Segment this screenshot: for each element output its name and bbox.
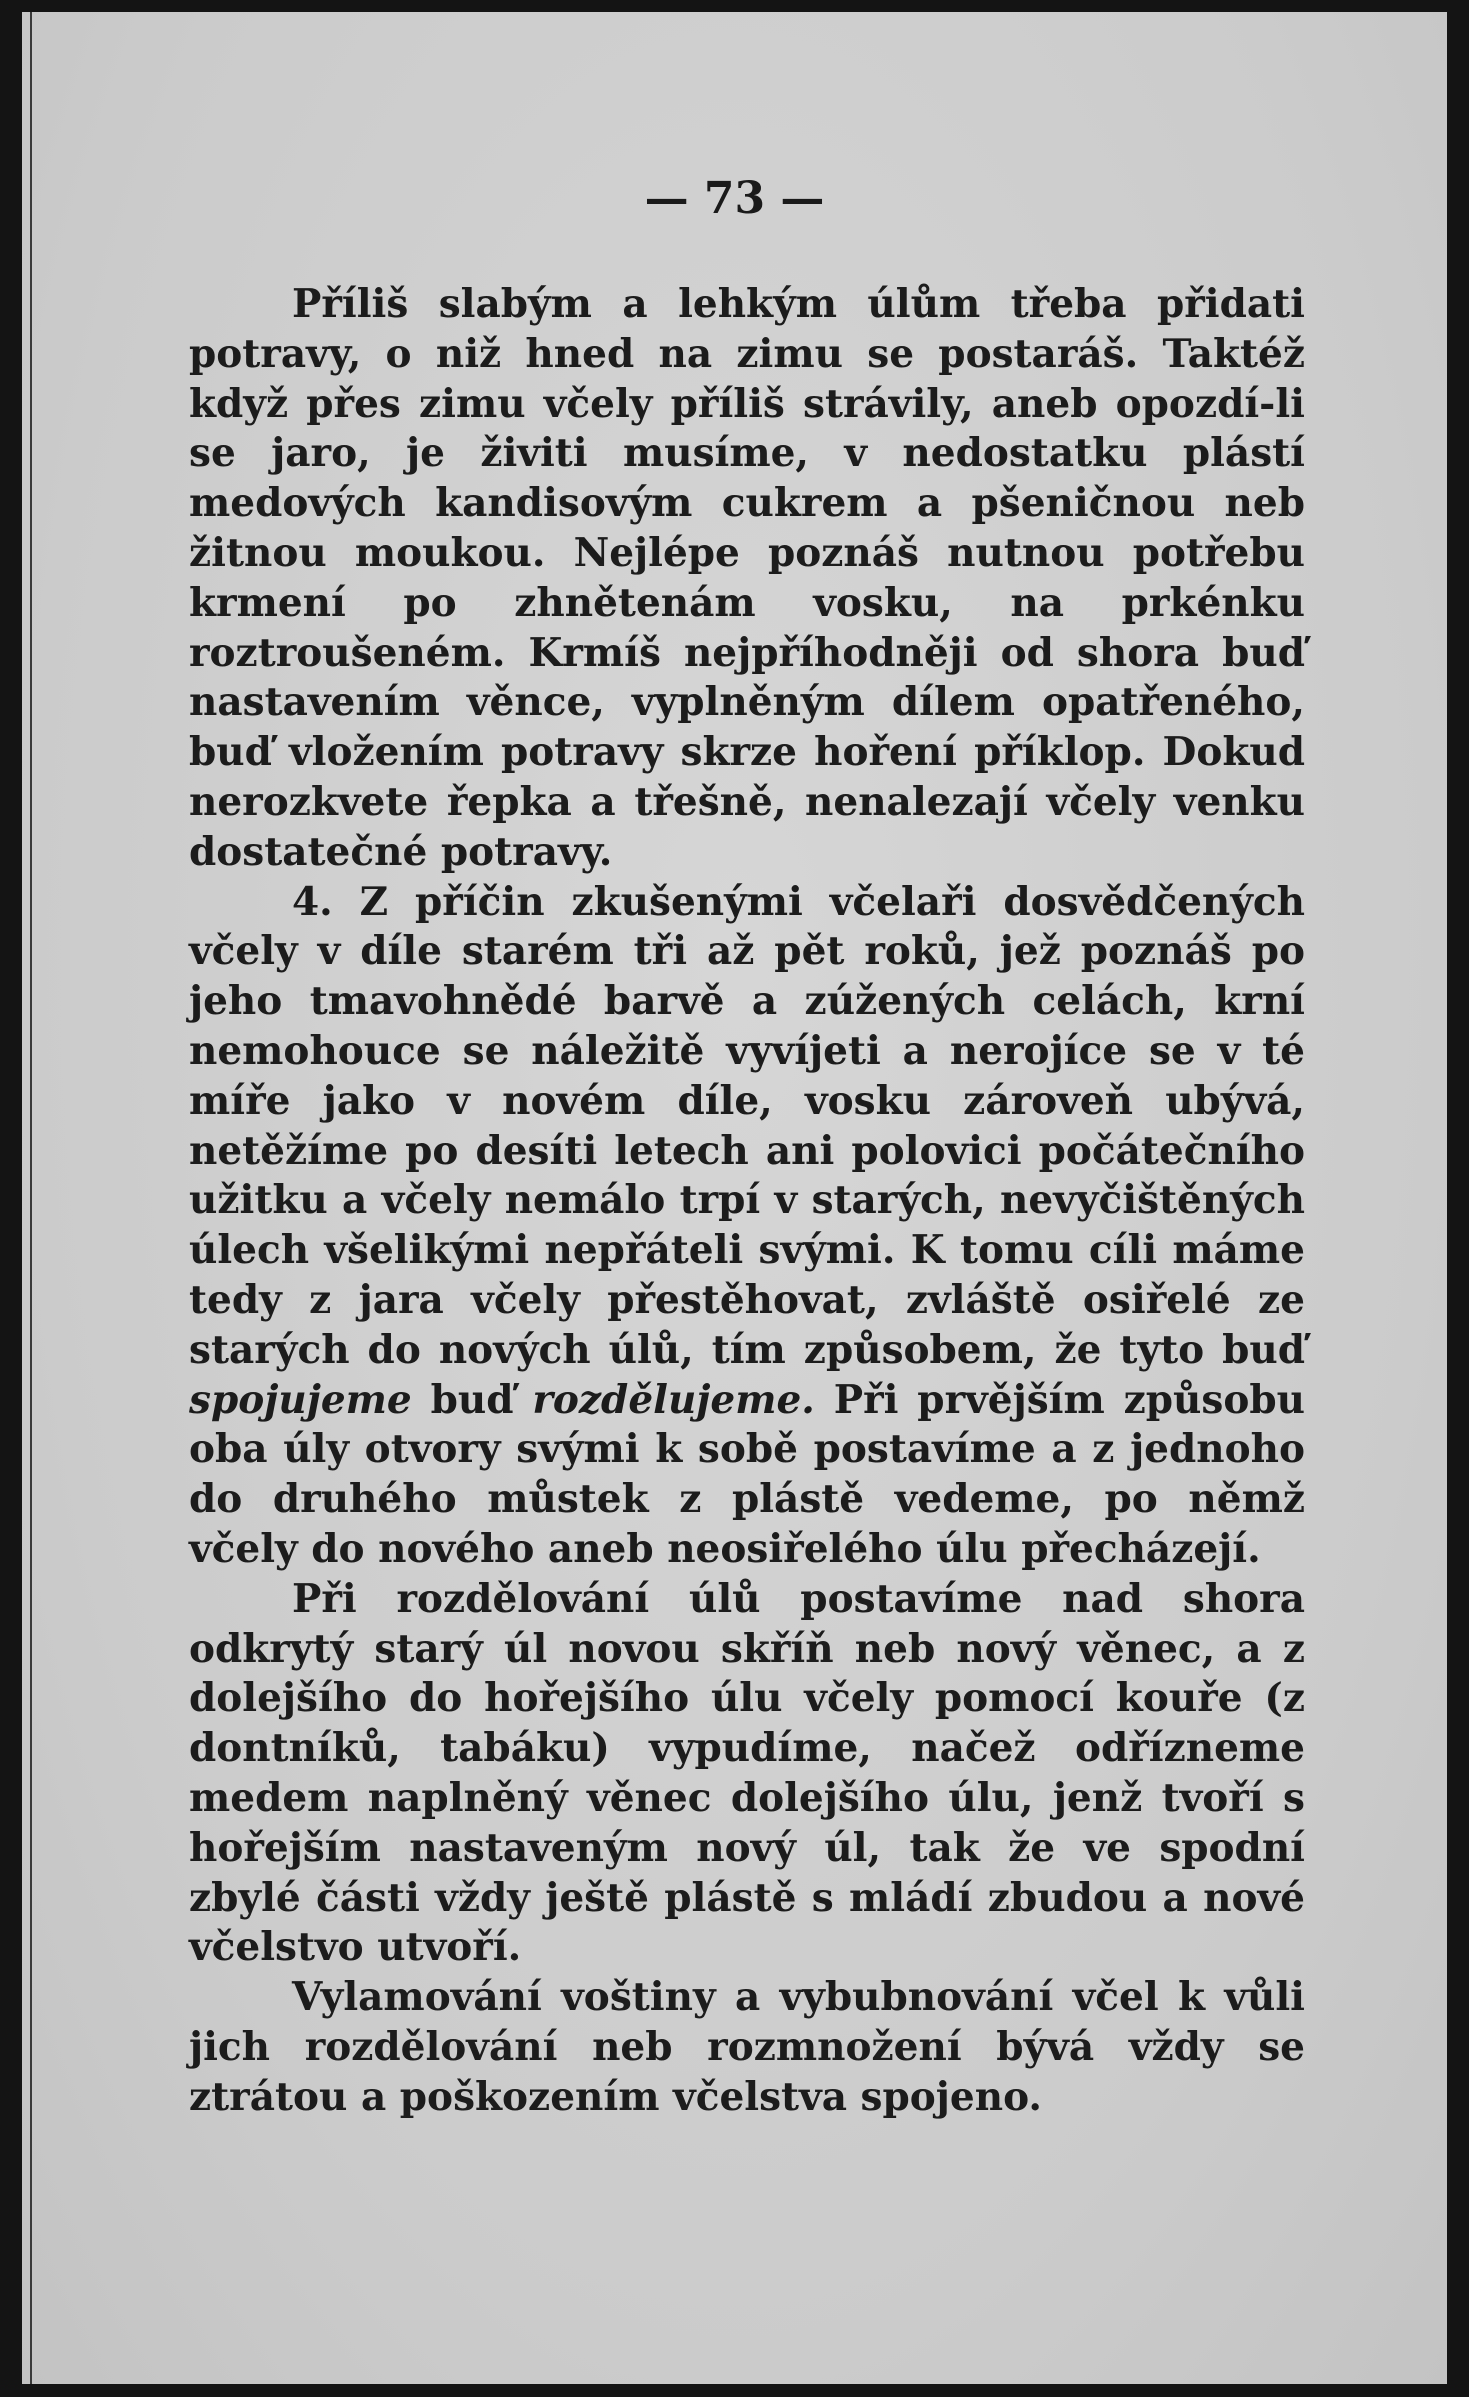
paragraph-old-combs-text-3: Při prvějším způsobu oba úly otvory svými k sobě postavíme a z jednoho do druhého můstek z plástě vedeme, po němž včely do nového aneb neosiřelého úlu přecházejí. <box>189 1376 1305 1572</box>
paragraph-old-combs <box>189 878 1305 1575</box>
paragraph-old-combs-text-2: buď <box>411 1376 533 1423</box>
paragraph-dividing-hives: Při rozdělování úlů postavíme nad shora odkrytý starý úl novou skříň neb nový věnec, a z dolejšího do hořejšího úlu včely pomocí kouře (z dontníků, tabáku) vypudíme, načež odřízneme medem naplněný věnec dolejšího úlu, jenž tvoří s hořejším nastaveným nový úl, tak že ve spodní zbylé části vždy ještě plástě s mládí zbudou a nové včelstvo utvoří. <box>189 1575 1305 1971</box>
term-rozdelujeme: rozdělujeme. <box>532 1376 815 1423</box>
paragraph-old-combs-text-1: 4. Z příčin zkušenými včelaři dosvědčených včely v díle starém tři až pět roků, jež poznáš po jeho tmavohnědé barvě a zúžených celách, krní nemohouce se náležitě vyvíjeti a nerojíce se v té míře jako v novém díle, vosku zároveň ubývá, netěžíme po desíti letech ani polovici počátečního užitku a včely nemálo trpí v starých, nevyčištěných úlech všelikými nepřáteli svými. K tomu cíli máme tedy z jara včely přestěhovat, zvláště osiřelé ze starých do nových úlů, tím způsobem, že tyto buď <box>189 878 1305 1373</box>
term-spojujeme: spojujeme <box>189 1376 412 1423</box>
page-number: — 73 — <box>644 173 825 224</box>
paragraph-comb-breaking: Vylamování voštiny a vybubnování včel k vůli jich rozdělování neb rozmnožení bývá vždy se ztrátou a poškozením včelstva spojeno. <box>189 1974 1305 2120</box>
page-body <box>189 280 1305 2122</box>
page-edge-line <box>30 12 32 2384</box>
book-page <box>22 12 1447 2384</box>
paragraph-feeding: Příliš slabým a lehkým úlům třeba přidati potravy, o niž hned na zimu se postaráš. Taktéž když přes zimu včely příliš strávily, aneb opozdí-li se jaro, je živiti musíme, v nedostatku plástí medových kandisovým cukrem a pšeničnou neb žitnou moukou. Nejlépe poznáš nutnou potřebu krmení po zhnětenám vosku, na prkénku roztroušeném. Krmíš nejpříhodněji od shora buď nastavením věnce, vyplněným dílem opatřeného, buď vložením potravy skrze hoření příklop. Dokud nerozkvete řepka a třešně, nenalezají včely venku dostatečné potravy. <box>189 281 1305 875</box>
